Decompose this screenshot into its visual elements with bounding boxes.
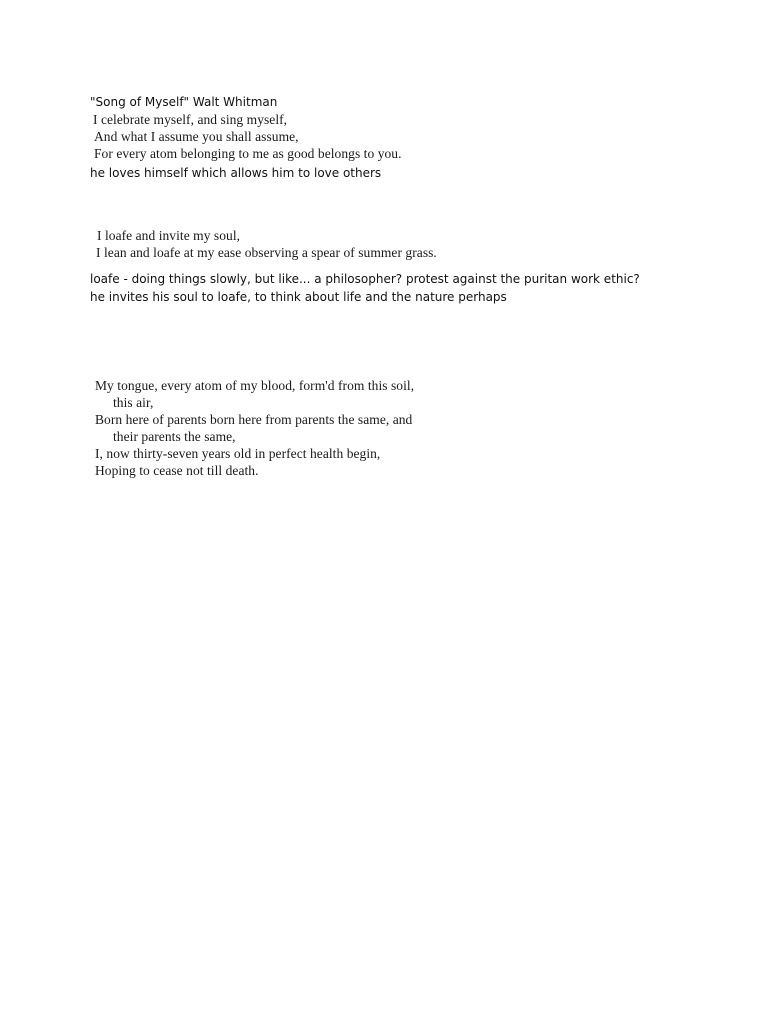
stanza2-line-2: I lean and loafe at my ease observing a spear of summer grass. [96,245,437,260]
stanza3-line-4: their parents the same, [113,429,236,444]
stanza3-line-1: My tongue, every atom of my blood, form'd from this soil, [95,378,415,393]
stanza3-line-3: Born here of parents born here from parents the same, and [95,412,413,427]
stanza1-line-3: For every atom belonging to me as good belongs to you. [94,146,402,161]
stanza3-line-2: this air, [113,395,154,410]
note2-line-2: he invites his soul to loafe, to think about life and the nature perhaps [90,290,507,304]
stanza1-line-2: And what I assume you shall assume, [94,129,299,144]
title-line: "Song of Myself" Walt Whitman [90,95,278,109]
note2-line-1: loafe - doing things slowly, but like... a philosopher? protest against the puritan work ethic? [90,272,640,286]
stanza3-line-6: Hoping to cease not till death. [95,463,259,478]
stanza2-line-1: I loafe and invite my soul, [97,228,241,243]
note1: he loves himself which allows him to love others [90,166,382,180]
stanza1-line-1: I celebrate myself, and sing myself, [93,112,288,127]
stanza3-line-5: I, now thirty-seven years old in perfect health begin, [95,446,381,461]
